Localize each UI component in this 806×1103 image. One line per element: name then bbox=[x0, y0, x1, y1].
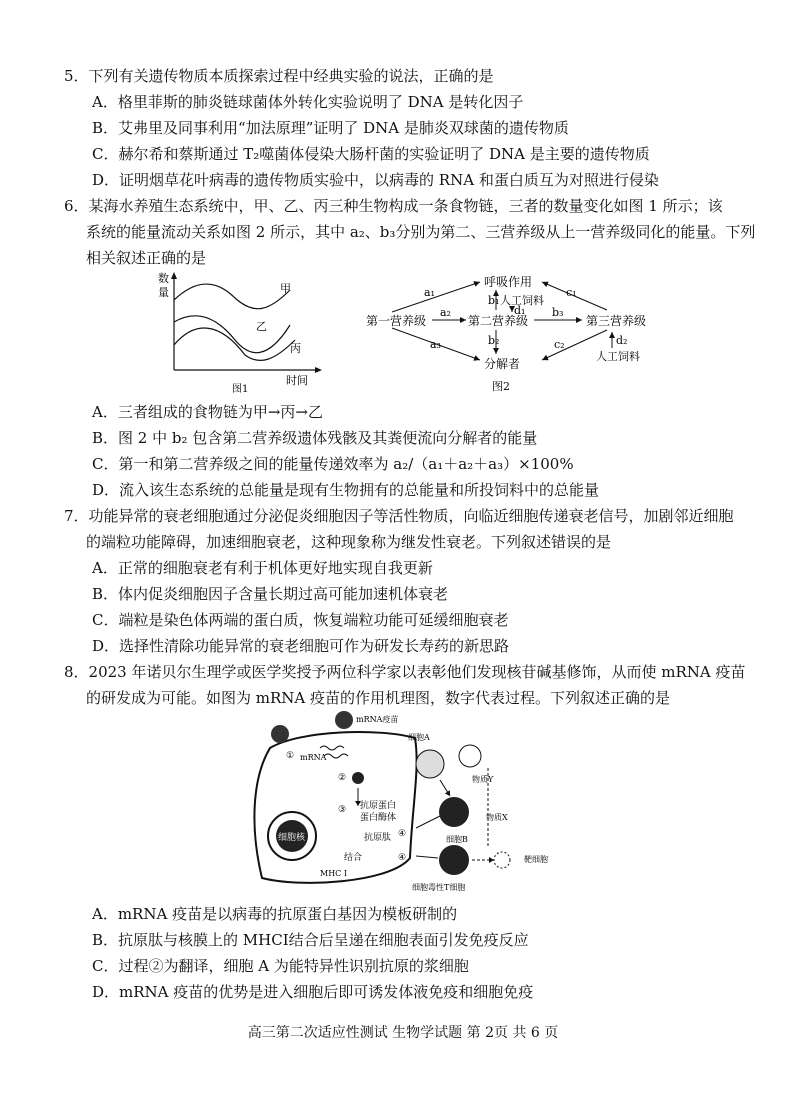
fig2-a2: a₂ bbox=[440, 306, 451, 319]
fig8-vaccine-label: mRNA疫苗 bbox=[356, 715, 399, 724]
q6-option-c: C．第一和第二营养级之间的能量传递效率为 a₂/（a₁＋a₂＋a₃）×100% bbox=[92, 455, 574, 473]
fig1-curve-jia: 甲 bbox=[280, 282, 291, 295]
q6-option-a: A．三者组成的食物链为甲→丙→乙 bbox=[92, 403, 323, 421]
fig2-feed-bottom: 人工饲料 bbox=[596, 350, 640, 363]
fig2-level-3: 第三营养级 bbox=[586, 314, 647, 328]
fig8-target: 靶细胞 bbox=[524, 855, 548, 864]
fig8-combine: 结合 bbox=[344, 853, 363, 863]
fig2-level-2: 第二营养级 bbox=[468, 314, 529, 328]
q5-option-b: B．艾弗里及同事利用“加法原理”证明了 DNA 是肺炎双球菌的遗传物质 bbox=[92, 119, 569, 137]
q7-stem-1: 7．功能异常的衰老细胞通过分泌促炎细胞因子等活性物质，向临近细胞传递衰老信号，加剧邻近细胞 bbox=[64, 507, 734, 525]
q7-option-c: C．端粒是染色体两端的蛋白质，恢复端粒功能可延缓细胞衰老 bbox=[92, 611, 509, 629]
fig8-substance-x: 物质X bbox=[486, 813, 508, 822]
figure-1-population-curves bbox=[150, 270, 330, 400]
q5-stem: 5．下列有关遗传物质本质探索过程中经典实验的说法，正确的是 bbox=[64, 67, 494, 85]
fig1-ylabel-2: 量 bbox=[158, 286, 169, 299]
fig2-a1: a₁ bbox=[424, 286, 435, 299]
q8-option-a: A．mRNA 疫苗是以病毒的抗原蛋白基因为模板研制的 bbox=[92, 905, 458, 923]
figure-2-energy-flow bbox=[362, 268, 662, 402]
fig8-cell-b: 细胞B bbox=[446, 835, 468, 844]
fig8-step-3: ③ bbox=[338, 805, 347, 815]
q7-option-a: A．正常的细胞衰老有利于机体更好地实现自我更新 bbox=[92, 559, 433, 577]
fig1-xlabel: 时间 bbox=[286, 374, 308, 387]
fig8-cell-a: 细胞A bbox=[408, 733, 430, 742]
q6-stem-3: 相关叙述正确的是 bbox=[86, 249, 207, 267]
q7-option-b: B．体内促炎细胞因子含量长期过高可能加速机体衰老 bbox=[92, 585, 449, 603]
fig1-curve-bing: 丙 bbox=[290, 342, 301, 355]
fig8-mrna-label: mRNA bbox=[300, 753, 327, 762]
q6-stem-1: 6．某海水养殖生态系统中，甲、乙、丙三种生物构成一条食物链，三者的数量变化如图 1 所示；该 bbox=[64, 197, 723, 215]
fig8-step-4a: ④ bbox=[398, 829, 407, 839]
q8-stem-2: 的研发成为可能。如图为 mRNA 疫苗的作用机理图，数字代表过程。下列叙述正确的是 bbox=[86, 689, 671, 707]
fig1-caption: 图1 bbox=[232, 384, 249, 395]
fig1-curve-yi: 乙 bbox=[256, 320, 267, 333]
q5-option-d: D．证明烟草花叶病毒的遗传物质实验中，以病毒的 RNA 和蛋白质互为对照进行侵染 bbox=[92, 171, 659, 189]
fig2-b3: b₃ bbox=[552, 306, 564, 319]
fig8-step-1: ① bbox=[286, 751, 295, 761]
cell-a-product bbox=[459, 745, 481, 767]
fig8-step-4b: ④ bbox=[398, 853, 407, 863]
q8-option-c: C．过程②为翻译，细胞 A 为能特异性识别抗原的浆细胞 bbox=[92, 957, 469, 975]
fig2-respiration: 呼吸作用 bbox=[484, 275, 533, 289]
cell-b bbox=[439, 797, 469, 827]
fig2-caption: 图2 bbox=[492, 380, 510, 393]
fig2-b1: b₁ bbox=[488, 294, 500, 307]
q5-option-c: C．赫尔希和蔡斯通过 T₂噬菌体侵染大肠杆菌的实验证明了 DNA 是主要的遗传物质 bbox=[92, 145, 650, 163]
figure-mrna-vaccine-mechanism bbox=[240, 708, 570, 898]
fig2-decomposer: 分解者 bbox=[484, 357, 521, 371]
q5-option-a: A．格里菲斯的肺炎链球菌体外转化实验说明了 DNA 是转化因子 bbox=[92, 93, 524, 111]
fig8-mhc-label: MHC I bbox=[320, 869, 347, 878]
fig8-proteasome: 蛋白酶体 bbox=[360, 813, 397, 823]
q7-stem-2: 的端粒功能障碍，加速细胞衰老，这种现象称为继发性衰老。下列叙述错误的是 bbox=[86, 533, 612, 551]
fig2-feed-top: 人工饲料 bbox=[500, 294, 544, 307]
fig2-c2: c₂ bbox=[554, 338, 565, 351]
fig8-t-cell: 细胞毒性T细胞 bbox=[412, 883, 466, 892]
q8-option-b: B．抗原肽与核膜上的 MHCI结合后呈递在细胞表面引发免疫反应 bbox=[92, 931, 529, 949]
fig2-b2: b₂ bbox=[488, 334, 500, 347]
ribosome bbox=[352, 772, 364, 784]
q6-option-d: D．流入该生态系统的总能量是现有生物拥有的总能量和所投饲料中的总能量 bbox=[92, 481, 600, 499]
fig8-antigen-protein: 抗原蛋白 bbox=[360, 801, 397, 811]
q8-stem-1: 8．2023 年诺贝尔生理学或医学奖授予两位科学家以表彰他们发现核苷碱基修饰，从而使 mRNA 疫苗 bbox=[64, 663, 746, 681]
target-cell-shape bbox=[494, 852, 510, 868]
cell-a bbox=[416, 750, 444, 778]
fig2-level-1: 第一营养级 bbox=[366, 314, 427, 328]
fig8-peptide: 抗原肽 bbox=[364, 833, 392, 843]
fig2-c1: c₁ bbox=[566, 286, 577, 299]
q8-option-d: D．mRNA 疫苗的优势是进入细胞后即可诱发体液免疫和细胞免疫 bbox=[92, 983, 534, 1001]
fig8-nucleus-label: 细胞核 bbox=[278, 833, 306, 843]
vaccine-particle-1 bbox=[271, 725, 289, 743]
q7-option-d: D．选择性清除功能异常的衰老细胞可作为研发长寿药的新思路 bbox=[92, 637, 510, 655]
fig2-d1: d₁ bbox=[514, 304, 526, 317]
q6-stem-2: 系统的能量流动关系如图 2 所示，其中 a₂、b₃分别为第二、三营养级从上一营养级同化的能量。下列 bbox=[86, 223, 756, 241]
q6-option-b: B．图 2 中 b₂ 包含第二营养级遗体残骸及其粪便流向分解者的能量 bbox=[92, 429, 538, 447]
page-footer: 高三第二次适应性测试 生物学试题 第 2页 共 6 页 bbox=[247, 1025, 559, 1041]
fig8-step-2: ② bbox=[338, 773, 347, 783]
fig2-d2: d₂ bbox=[616, 334, 628, 347]
fig1-ylabel-1: 数 bbox=[158, 272, 169, 285]
fig2-a3: a₃ bbox=[430, 338, 441, 351]
vaccine-particle-2 bbox=[335, 711, 353, 729]
fig8-substance-y: 物质Y bbox=[472, 775, 494, 784]
cytotoxic-t-cell bbox=[439, 845, 469, 875]
